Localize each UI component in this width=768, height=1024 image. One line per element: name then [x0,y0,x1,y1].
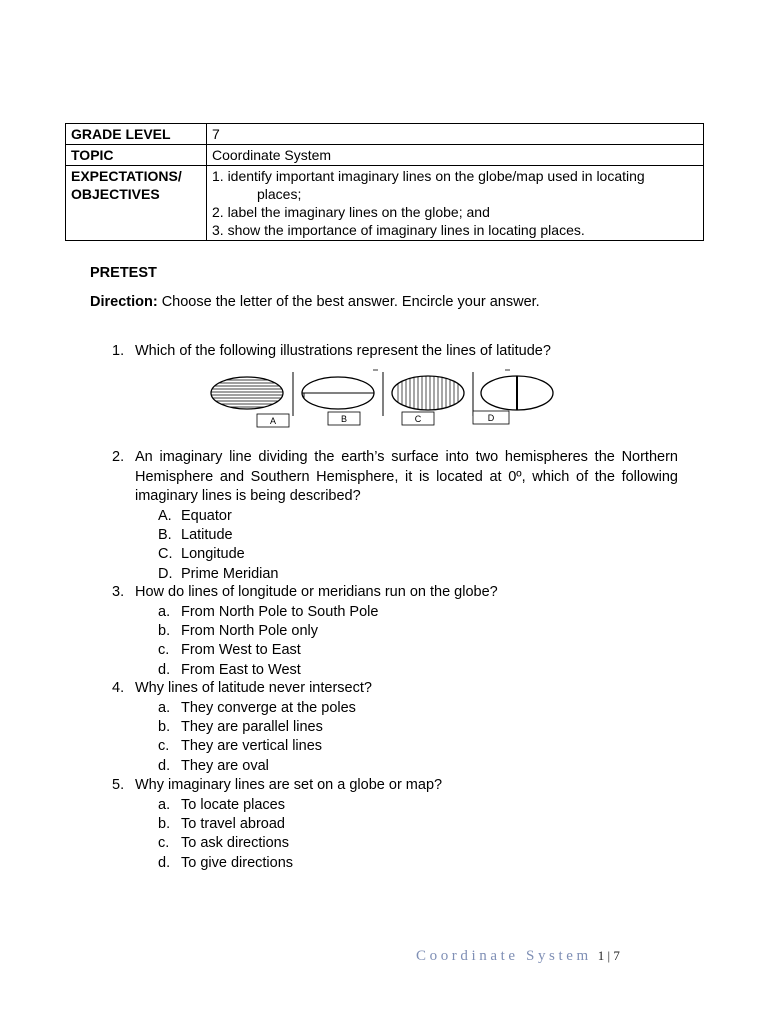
objective-1: 1. identify important imaginary lines on the globe/map used in locating [212,168,645,184]
option-a[interactable] [158,507,678,526]
svg-text:A: A [269,416,277,426]
globe-a-horizontal-lines-icon [205,377,295,409]
option-text: They are vertical lines [181,738,323,755]
option-text: Latitude [181,526,233,543]
option-letter: C. [158,546,173,563]
grade-row [66,124,704,145]
option-letter: b. [158,815,171,832]
option-letter: A. [158,507,172,524]
question-number: 4. [112,680,125,696]
grade-label: GRADE LEVEL [66,124,207,145]
option-text: They are oval [181,757,269,774]
svg-text:D: D [487,413,495,423]
objectives-row [66,166,704,241]
question-text: Why imaginary lines are set on a globe or map? [135,777,443,793]
option-letter: a. [158,699,171,716]
option-letter: b. [158,718,171,735]
figure-label-b [328,412,360,425]
option-letter: a. [158,603,171,620]
svg-text:C: C [414,414,422,424]
option-letter: d. [158,757,171,774]
objectives-label: EXPECTATIONS/ OBJECTIVES [66,166,207,241]
question-number: 1. [112,343,125,359]
option-b[interactable] [158,526,678,545]
direction [90,294,540,310]
figure-label-c [402,412,434,425]
option-c[interactable] [158,545,678,564]
grade-value: 7 [207,124,704,145]
option-text: Prime Meridian [181,565,279,582]
option-letter: a. [158,796,171,813]
option-letter: c. [158,835,170,852]
option-text: They converge at the poles [181,699,356,716]
question-number: 3. [112,584,125,600]
direction-text: Choose the letter of the best answer. Encircle your answer. [157,294,540,310]
topic-row [66,145,704,166]
option-d[interactable] [158,854,678,873]
option-text: To locate places [181,796,285,813]
info-table [65,123,704,241]
option-a[interactable] [158,699,678,718]
figure-label-a [257,414,289,427]
latitude-illustrations [205,368,560,430]
option-b[interactable] [158,815,678,834]
option-text: From North Pole only [181,622,318,639]
figure-label-d [473,411,509,424]
option-letter: D. [158,565,173,582]
option-text: From West to East [181,642,301,659]
objective-1-cont: places; [257,186,302,202]
footer-title: Coordinate System [416,948,592,964]
pretest-heading: PRETEST [90,265,157,281]
option-d[interactable] [158,661,678,680]
question-4 [112,679,678,776]
option-letter: c. [158,642,170,659]
option-text: To ask directions [181,835,289,852]
option-letter: b. [158,622,171,639]
question-text: Why lines of latitude never intersect? [135,680,372,696]
option-text: To give directions [181,854,294,871]
option-b[interactable] [158,718,678,737]
objective-2: 2. label the imaginary lines on the globe; and [212,204,490,220]
option-d[interactable] [158,757,678,776]
question-text: An imaginary line dividing the earth’s surface into two hemispheres the Northern Hemisphere and Southern Hemisphere, it is located at 0º, which of the following imaginary lines is being described? [135,449,678,504]
topic-value: Coordinate System [207,145,704,166]
option-c[interactable] [158,834,678,853]
globe-b-equator-icon [302,377,374,409]
page-footer [416,948,620,965]
option-letter: B. [158,526,172,543]
option-letter: c. [158,738,170,755]
question-number: 5. [112,777,125,793]
question-1 [112,342,678,362]
topic-label: TOPIC [66,145,207,166]
question-3 [112,583,678,680]
question-2 [112,448,678,584]
question-5 [112,776,678,873]
option-b[interactable] [158,622,678,641]
option-text: From East to West [181,661,301,678]
option-text: They are parallel lines [181,718,323,735]
option-text: From North Pole to South Pole [181,603,379,620]
objectives-cell [207,166,704,241]
option-d[interactable] [158,565,678,584]
direction-label: Direction: [90,294,158,310]
option-a[interactable] [158,603,678,622]
option-letter: d. [158,661,171,678]
svg-text:B: B [340,414,348,424]
option-text: Longitude [181,546,245,563]
option-letter: d. [158,854,171,871]
option-text: To travel abroad [181,815,285,832]
option-c[interactable] [158,737,678,756]
globe-c-vertical-lines-icon [392,368,464,418]
question-number: 2. [112,449,125,465]
option-c[interactable] [158,641,678,660]
objective-3: 3. show the importance of imaginary lines in locating places. [212,222,585,238]
option-text: Equator [181,507,232,524]
question-text: Which of the following illustrations represent the lines of latitude? [135,343,551,359]
option-a[interactable] [158,796,678,815]
globe-d-meridian-icon [481,370,553,410]
question-text: How do lines of longitude or meridians run on the globe? [135,584,498,600]
page-number: 1 | 7 [597,948,620,963]
